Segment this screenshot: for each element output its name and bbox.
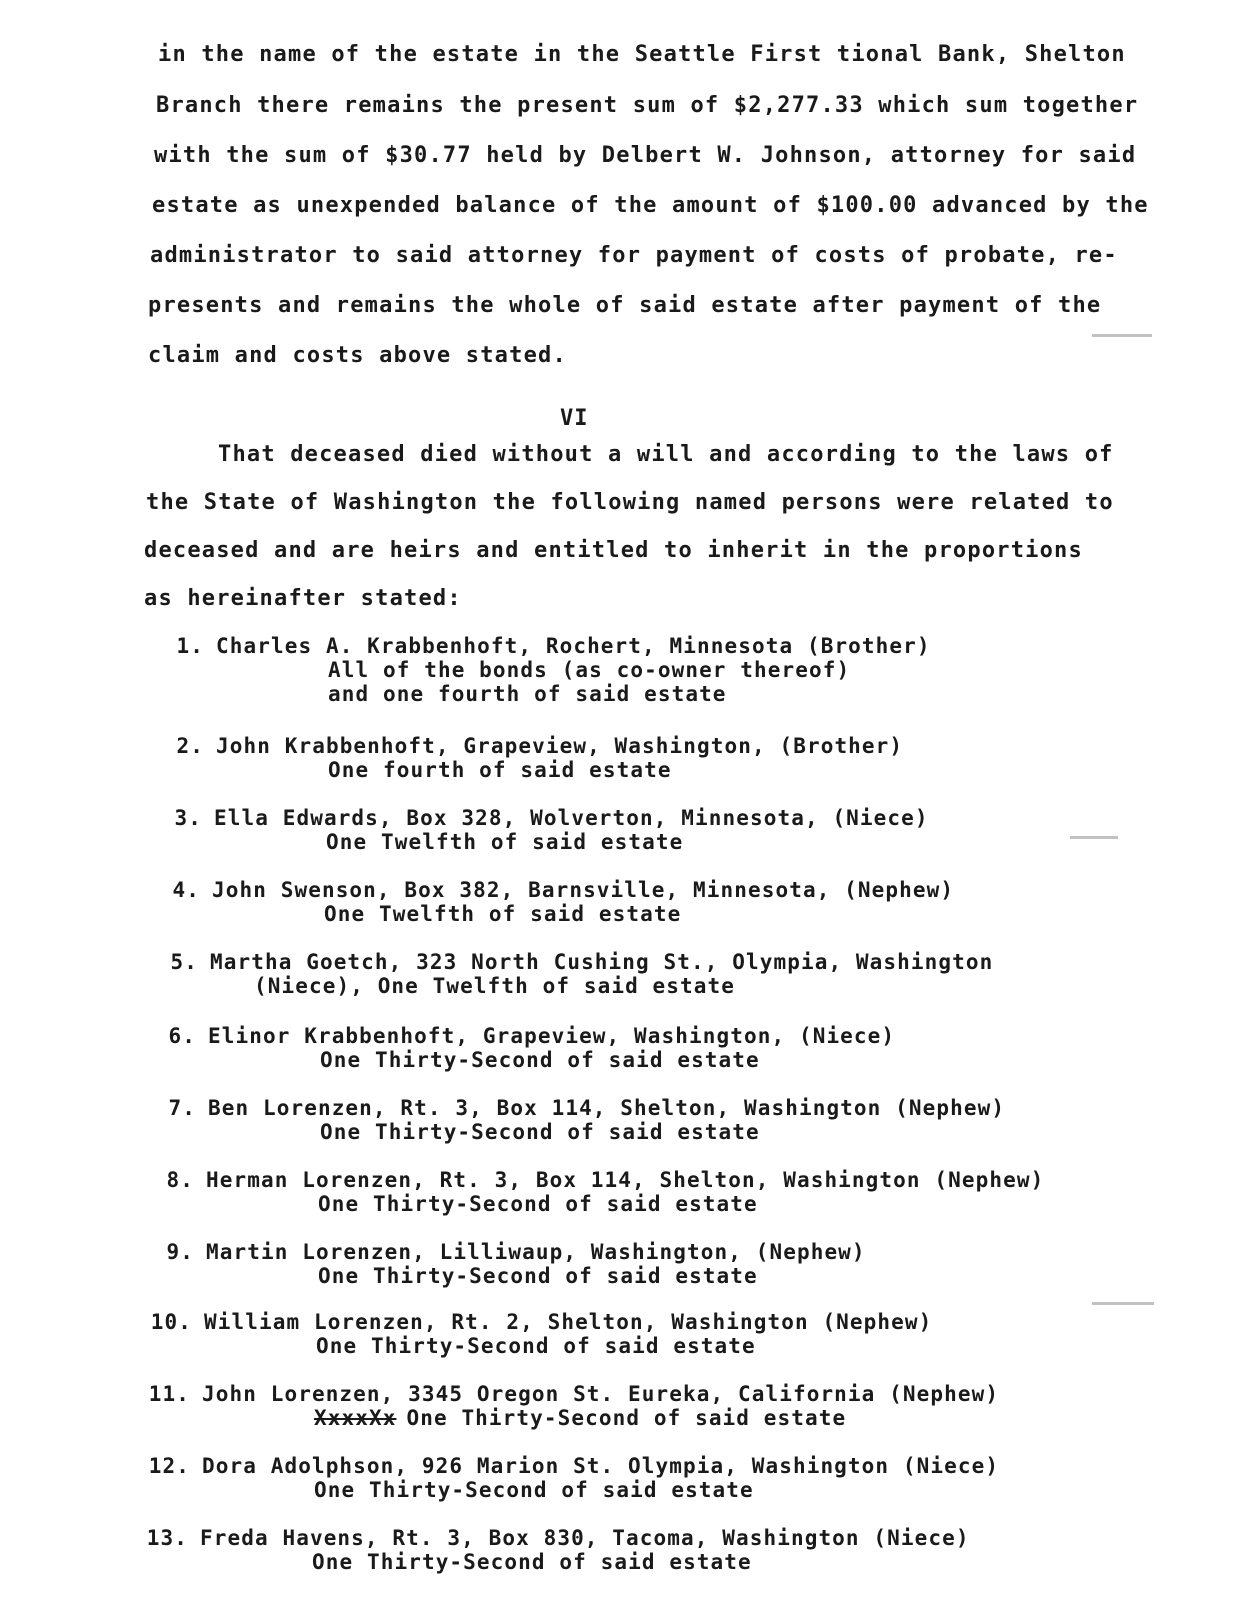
section-number: VI: [560, 406, 589, 431]
heir-number: 12.: [148, 1454, 190, 1478]
heir-number: 5.: [170, 950, 198, 974]
heir-entry: [158, 806, 929, 854]
heir-share: One Thirty-Second of said estate: [320, 1120, 760, 1144]
heir-name: Freda Havens, Rt. 3, Box 830, Tacoma, Washington (Niece): [200, 1526, 970, 1550]
heir-entry: [146, 1382, 999, 1430]
heir-number: 4.: [172, 878, 200, 902]
opening-line-4: estate as unexpended balance of the amount of $100.00 advanced by the: [152, 193, 1149, 218]
heir-name: Herman Lorenzen, Rt. 3, Box 114, Shelton, Washington (Nephew): [206, 1168, 1045, 1192]
heir-number: 1.: [176, 634, 204, 658]
heir-entry: [160, 734, 903, 782]
section-line-2: the State of Washington the following named persons were related to: [146, 490, 1114, 515]
heir-number: 8.: [166, 1168, 194, 1192]
heir-entry: [154, 950, 993, 998]
heir-name: Dora Adolphson, 926 Marion St. Olympia, Washington (Niece): [202, 1454, 1000, 1478]
section-line-4: as hereinafter stated:: [144, 586, 462, 611]
heir-number: 13.: [146, 1526, 188, 1550]
opening-line-7: claim and costs above stated.: [148, 343, 567, 368]
heir-number: 3.: [174, 806, 202, 830]
heir-name: William Lorenzen, Rt. 2, Shelton, Washington (Nephew): [204, 1310, 933, 1334]
heir-name: Martha Goetch, 323 North Cushing St., Olympia, Washington: [210, 950, 994, 974]
section-line-1: That deceased died without a will and according to the laws of: [218, 442, 1114, 467]
heir-share: One Thirty-Second of said estate: [318, 1192, 758, 1216]
heir-share: One Thirty-Second of said estate: [316, 1334, 756, 1358]
struck-prefix: XxxxXx: [314, 1406, 397, 1430]
scan-smudge: [1092, 334, 1152, 337]
heir-entry: [160, 634, 931, 706]
heir-share: [146, 1406, 999, 1430]
heir-number: 10.: [150, 1310, 192, 1334]
heir-share: All of the bonds (as co-owner thereof): [328, 658, 851, 682]
heir-name: John Lorenzen, 3345 Oregon St. Eureka, California (Nephew): [202, 1382, 1000, 1406]
heir-name: Martin Lorenzen, Lilliwaup, Washington, (Nephew): [206, 1240, 866, 1264]
heir-share: and one fourth of said estate: [328, 682, 727, 706]
heir-share: One Thirty-Second of said estate: [314, 1478, 754, 1502]
heir-entry: [152, 1024, 895, 1072]
scan-smudge: [1070, 836, 1118, 839]
heir-entry: [156, 878, 954, 926]
heir-name: Elinor Krabbenhoft, Grapeview, Washington, (Niece): [208, 1024, 896, 1048]
heir-share: One fourth of said estate: [328, 758, 672, 782]
opening-line-2: Branch there remains the present sum of $2,277.33 which sum together: [156, 93, 1139, 118]
heir-number: 9.: [166, 1240, 194, 1264]
heir-entry: [148, 1310, 932, 1358]
section-line-3: deceased and are heirs and entitled to inherit in the proportions: [144, 538, 1083, 563]
heir-share: One Twelfth of said estate: [326, 830, 684, 854]
heir-entry: [150, 1168, 1044, 1216]
heir-share: One Thirty-Second of said estate: [320, 1048, 760, 1072]
heir-share-text: One Thirty-Second of said estate: [406, 1406, 847, 1430]
heir-number: 2.: [176, 734, 204, 758]
heir-name: John Swenson, Box 382, Barnsville, Minnesota, (Nephew): [212, 878, 955, 902]
heir-entry: [144, 1526, 970, 1574]
heir-share: One Twelfth of said estate: [324, 902, 682, 926]
heir-name: Ella Edwards, Box 328, Wolverton, Minnesota, (Niece): [214, 806, 929, 830]
scan-smudge: [1092, 1302, 1154, 1305]
opening-line-1: in the name of the estate in the Seattle First tional Bank, Shelton: [158, 42, 1126, 67]
heir-number: 6.: [168, 1024, 196, 1048]
heir-name: Ben Lorenzen, Rt. 3, Box 114, Shelton, Washington (Nephew): [208, 1096, 1006, 1120]
heir-entry: [152, 1096, 1005, 1144]
heir-share: One Thirty-Second of said estate: [318, 1264, 758, 1288]
opening-line-5: administrator to said attorney for payment of costs of probate, re-: [150, 243, 1118, 268]
opening-line-6: presents and remains the whole of said estate after payment of the: [148, 293, 1102, 318]
heir-share: (Niece), One Twelfth of said estate: [254, 974, 736, 998]
heir-number: 7.: [168, 1096, 196, 1120]
heir-number: 11.: [148, 1382, 190, 1406]
heir-entry: [146, 1454, 999, 1502]
opening-line-3: with the sum of $30.77 held by Delbert W. Johnson, attorney for said: [154, 143, 1137, 168]
heir-entry: [150, 1240, 866, 1288]
heir-name: Charles A. Krabbenhoft, Rochert, Minnesota (Brother): [216, 634, 931, 658]
heir-name: John Krabbenhoft, Grapeview, Washington, (Brother): [216, 734, 904, 758]
heir-share: One Thirty-Second of said estate: [312, 1550, 752, 1574]
